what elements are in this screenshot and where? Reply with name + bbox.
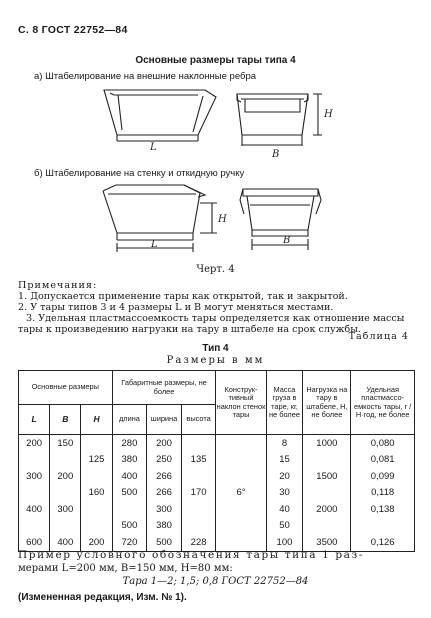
variant-b-label: б) Штабелирование на стенку и откидную ручку [34, 168, 245, 179]
cell [181, 501, 216, 518]
header-H: H [81, 405, 112, 435]
cell: 250 [147, 452, 182, 469]
cell [50, 485, 81, 502]
cell: 500 [112, 518, 147, 535]
cell: 0,081 [351, 452, 415, 469]
cell: 266 [147, 468, 182, 485]
cell [303, 518, 351, 535]
cell: 400 [112, 468, 147, 485]
dim-L-a: L [150, 142, 157, 153]
header-overall: Габаритные размеры, не более [112, 371, 216, 405]
cell: 170 [181, 485, 216, 502]
cell: 20 [266, 468, 303, 485]
drawing-b-side [103, 185, 217, 252]
header-mass: Масса груза в таре, кг, не более [266, 371, 303, 435]
cell: 0,080 [351, 435, 415, 452]
cell: 380 [112, 452, 147, 469]
cell: 280 [112, 435, 147, 452]
cell: 3500 [303, 534, 351, 551]
notes-title: Примечания: [18, 280, 98, 291]
cell: 1000 [303, 435, 351, 452]
cell: 200 [81, 534, 112, 551]
table-units: Размеры в мм [166, 355, 265, 366]
cell: 400 [50, 534, 81, 551]
svg-text:B: B [283, 235, 291, 246]
cell: 0,126 [351, 534, 415, 551]
section-title: Основные размеры тары типа 4 [135, 55, 296, 66]
cell: 160 [81, 485, 112, 502]
drawing-a-side [104, 90, 216, 141]
figure-caption: Черт. 4 [196, 264, 235, 275]
header-width: ширина [147, 405, 182, 435]
cell: 0,118 [351, 485, 415, 502]
header-load: Нагрузка на тару в штабеле, Н, не более [303, 371, 351, 435]
cell: 200 [147, 435, 182, 452]
cell: 500 [147, 534, 182, 551]
header-slope: Конструк-тивный наклон стенок тары [216, 371, 266, 435]
cell: 1500 [303, 468, 351, 485]
cell: 150 [50, 435, 81, 452]
cell: 125 [81, 452, 112, 469]
cell [112, 501, 147, 518]
cell: 228 [181, 534, 216, 551]
cell [81, 501, 112, 518]
cell: 380 [147, 518, 182, 535]
cell [19, 452, 50, 469]
header-B: B [50, 405, 81, 435]
cell: 300 [147, 501, 182, 518]
note-item: 1. Допускается применение тары как открытой, так и закрытой. [18, 291, 348, 302]
cell [303, 485, 351, 502]
cell: 50 [266, 518, 303, 535]
cell [50, 518, 81, 535]
cell: 40 [266, 501, 303, 518]
example-line-2: мерами L=200 мм, B=150 мм, H=80 мм: [18, 563, 233, 574]
header-length: длина [112, 405, 147, 435]
cell [81, 435, 112, 452]
page-header: С. 8 ГОСТ 22752—84 [18, 24, 128, 36]
example-designation: Тара 1—2; 1,5; 0,8 ГОСТ 22752—84 [122, 576, 309, 587]
cell [19, 518, 50, 535]
cell: 500 [112, 485, 147, 502]
cell [19, 485, 50, 502]
cell: 15 [266, 452, 303, 469]
svg-text:H: H [324, 109, 333, 120]
cell: 2000 [303, 501, 351, 518]
cell [351, 518, 415, 535]
cell [81, 518, 112, 535]
cell: 0,138 [351, 501, 415, 518]
drawing-b-end [240, 189, 321, 250]
table-row [19, 435, 415, 452]
svg-text:B: B [272, 149, 280, 160]
cell: 30 [266, 485, 303, 502]
svg-text:H: H [218, 214, 227, 225]
cell: 200 [19, 435, 50, 452]
cell: 200 [50, 468, 81, 485]
cell: 300 [19, 468, 50, 485]
cell: 135 [181, 452, 216, 469]
variant-a-label: а) Штабелирование на внешние наклонные ребра [34, 71, 257, 82]
cell: 266 [147, 485, 182, 502]
header-main-dims: Основные размеры [19, 371, 113, 405]
cell [81, 468, 112, 485]
drawing-a-end [237, 94, 322, 146]
amendment-note: (Измененная редакция, Изм. № 1). [18, 592, 187, 603]
header-height: высота [181, 405, 216, 435]
header-L: L [19, 405, 50, 435]
cell: 300 [50, 501, 81, 518]
cell [181, 468, 216, 485]
note-item: 3. Удельная пластмассоемкость тары определяется как отношение массы [26, 313, 405, 324]
table-title: Тип 4 [202, 343, 229, 354]
svg-text:L: L [151, 239, 158, 250]
note-item: тары к произведению нагрузки на тару в штабеле на срок службы. [18, 324, 361, 335]
dimensions-table [18, 370, 415, 552]
cell: 8 [266, 435, 303, 452]
notes [18, 280, 418, 335]
header-specific: Удельная пластмассо-емкость тары, г / Н·год, не более [351, 371, 415, 435]
table-number: Таблица 4 [348, 331, 409, 342]
cell: 600 [19, 534, 50, 551]
cell: 400 [19, 501, 50, 518]
cell: 0,099 [351, 468, 415, 485]
cell: 720 [112, 534, 147, 551]
example-line-1: Пример условного обозначения тары типа 1 раз- [18, 549, 364, 561]
cell [181, 518, 216, 535]
cell [50, 452, 81, 469]
note-item: 2. У тары типов 3 и 4 размеры L и B могут меняться местами. [18, 302, 334, 313]
cell: 100 [266, 534, 303, 551]
cell-slope: 6° [216, 435, 266, 552]
cell [303, 452, 351, 469]
cell [181, 435, 216, 452]
